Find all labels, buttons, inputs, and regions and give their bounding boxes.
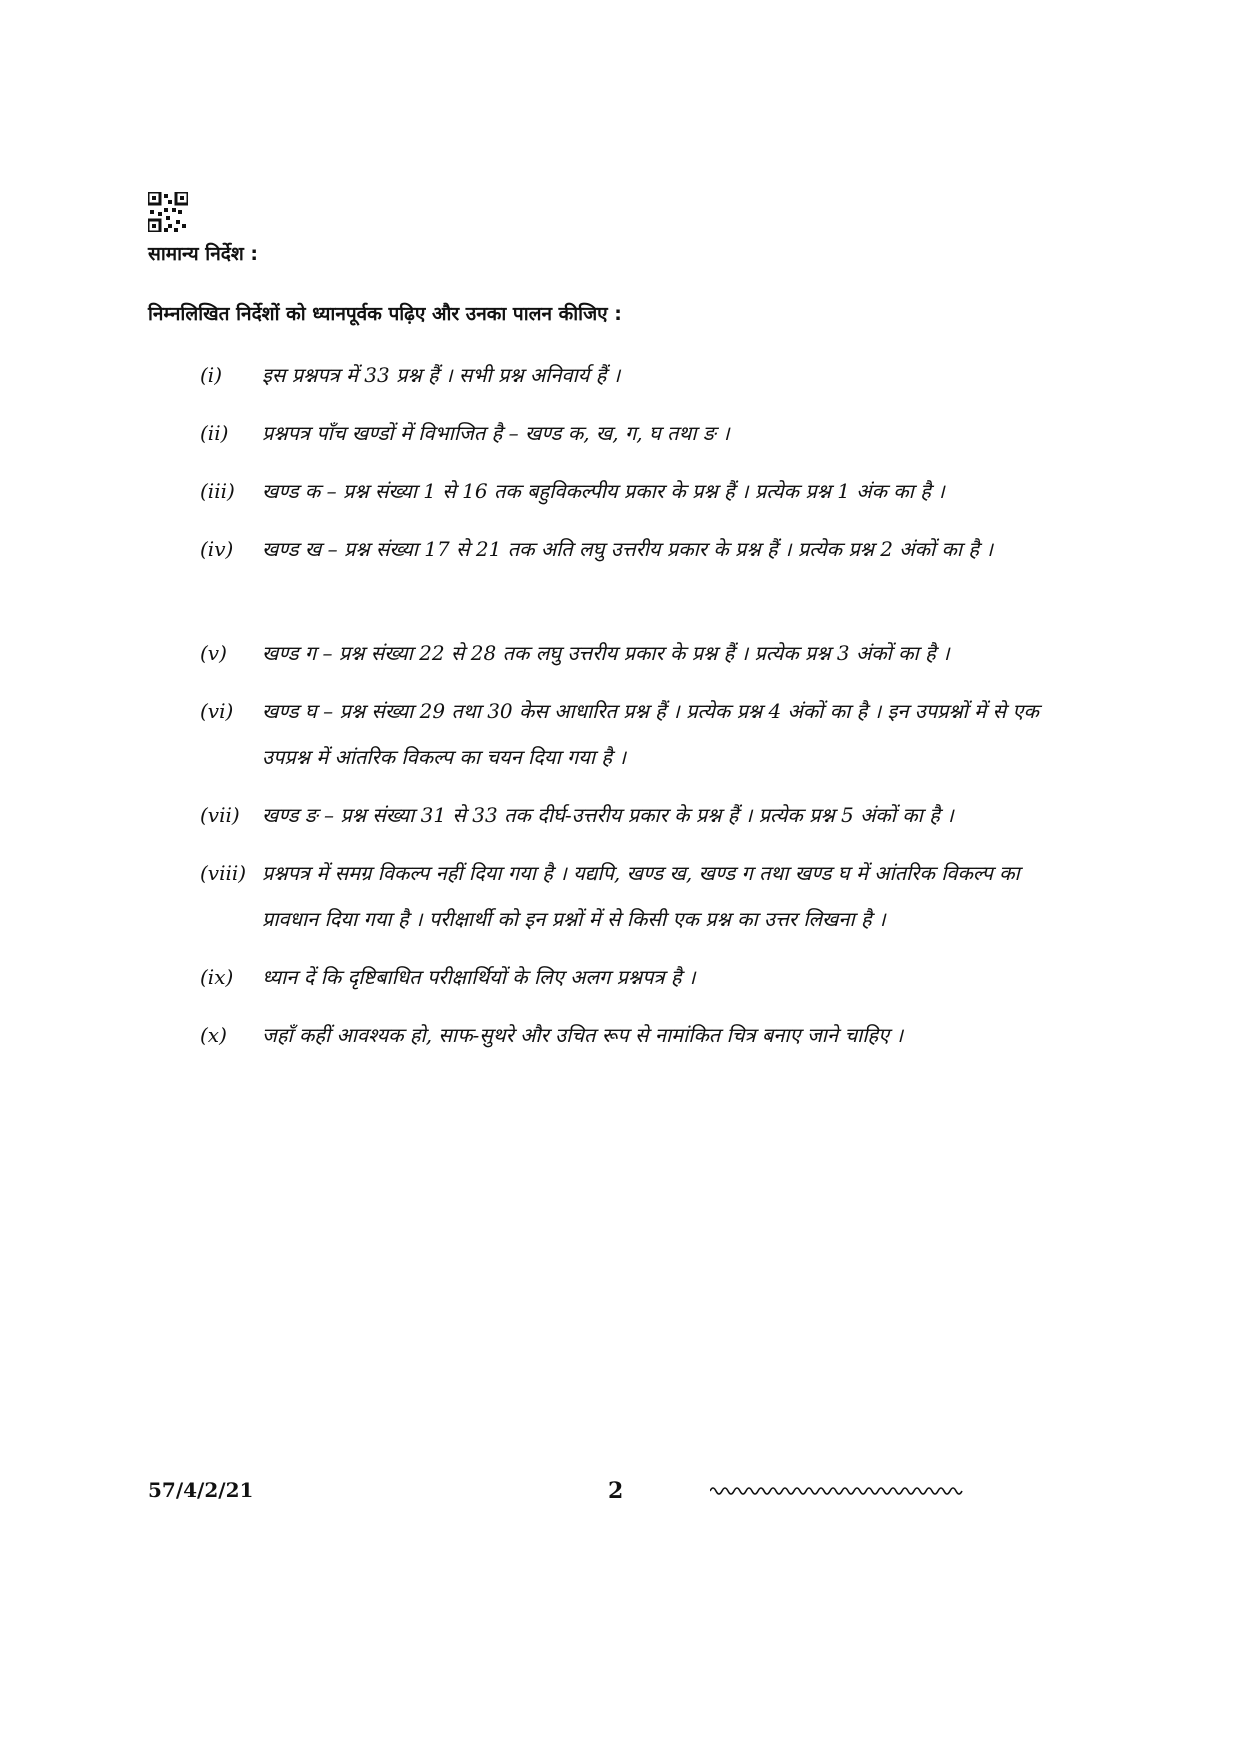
instruction-item: [200, 352, 1080, 398]
instruction-number: (v): [200, 641, 227, 665]
instruction-number: (viii): [200, 861, 247, 885]
instruction-text: प्रश्नपत्र में समग्र विकल्प नहीं दिया गया है । यद्यपि, खण्ड ख, खण्ड ग तथा खण्ड घ में आंतरिक विकल्प का प्रावधान दिया गया है । परीक्षार्थी को इन प्रश्नों में से किसी एक प्रश्न का उत्तर लिखना है ।: [262, 861, 1020, 931]
instruction-text: खण्ड ङ – प्रश्न संख्या 31 से 33 तक दीर्घ-उत्तरीय प्रकार के प्रश्न हैं । प्रत्येक प्रश्न 5 अंकों का है ।: [262, 803, 954, 827]
instruction-text: इस प्रश्नपत्र में 33 प्रश्न हैं । सभी प्रश्न अनिवार्य हैं ।: [262, 363, 621, 387]
instruction-text: खण्ड घ – प्रश्न संख्या 29 तथा 30 केस आधारित प्रश्न हैं । प्रत्येक प्रश्न 4 अंकों का है । इन उपप्रश्नों में से एक उपप्रश्न में आंतरिक विकल्प का चयन दिया गया है ।: [262, 699, 1039, 769]
instruction-item: [200, 1012, 1080, 1058]
instruction-item: [200, 850, 1080, 942]
instructions-intro: निम्नलिखित निर्देशों को ध्यानपूर्वक पढ़िए और उनका पालन कीजिए :: [148, 303, 622, 325]
instruction-number: (ix): [200, 965, 234, 989]
paper-code: 57/4/2/21: [148, 1478, 254, 1502]
instruction-item: [200, 688, 1080, 780]
instruction-number: (vi): [200, 699, 234, 723]
instruction-text: खण्ड ख – प्रश्न संख्या 17 से 21 तक अति लघु उत्तरीय प्रकार के प्रश्न हैं । प्रत्येक प्रश्न 2 अंकों का है ।: [262, 537, 993, 561]
instruction-item: [200, 410, 1080, 456]
instruction-text: प्रश्नपत्र पाँच खण्डों में विभाजित है – खण्ड क, ख, ग, घ तथा ङ ।: [262, 421, 730, 445]
instruction-item: [200, 468, 1080, 514]
instruction-number: (ii): [200, 421, 229, 445]
instruction-number: (iii): [200, 479, 235, 503]
instruction-item: [200, 954, 1080, 1000]
wavy-line-decoration: [710, 1484, 965, 1498]
instruction-text: खण्ड क – प्रश्न संख्या 1 से 16 तक बहुविकल्पीय प्रकार के प्रश्न हैं । प्रत्येक प्रश्न 1 अंक का है ।: [262, 479, 945, 503]
qr-code-icon: [148, 192, 188, 232]
instruction-text: जहाँ कहीं आवश्यक हो, साफ-सुथरे और उचित रूप से नामांकित चित्र बनाए जाने चाहिए ।: [262, 1023, 904, 1047]
instruction-number: (x): [200, 1023, 227, 1047]
instruction-text: ध्यान दें कि दृष्टिबाधित परीक्षार्थियों के लिए अलग प्रश्नपत्र है ।: [262, 965, 696, 989]
instruction-text: खण्ड ग – प्रश्न संख्या 22 से 28 तक लघु उत्तरीय प्रकार के प्रश्न हैं । प्रत्येक प्रश्न 3 अंकों का है ।: [262, 641, 950, 665]
instruction-item: [200, 630, 1080, 676]
instruction-item: [200, 792, 1080, 838]
instruction-number: (i): [200, 363, 223, 387]
instruction-item: [200, 526, 1080, 572]
instruction-number: (vii): [200, 803, 240, 827]
page-number: 2: [608, 1478, 624, 1504]
section-title: सामान्य निर्देश :: [148, 243, 258, 265]
instruction-number: (iv): [200, 537, 234, 561]
